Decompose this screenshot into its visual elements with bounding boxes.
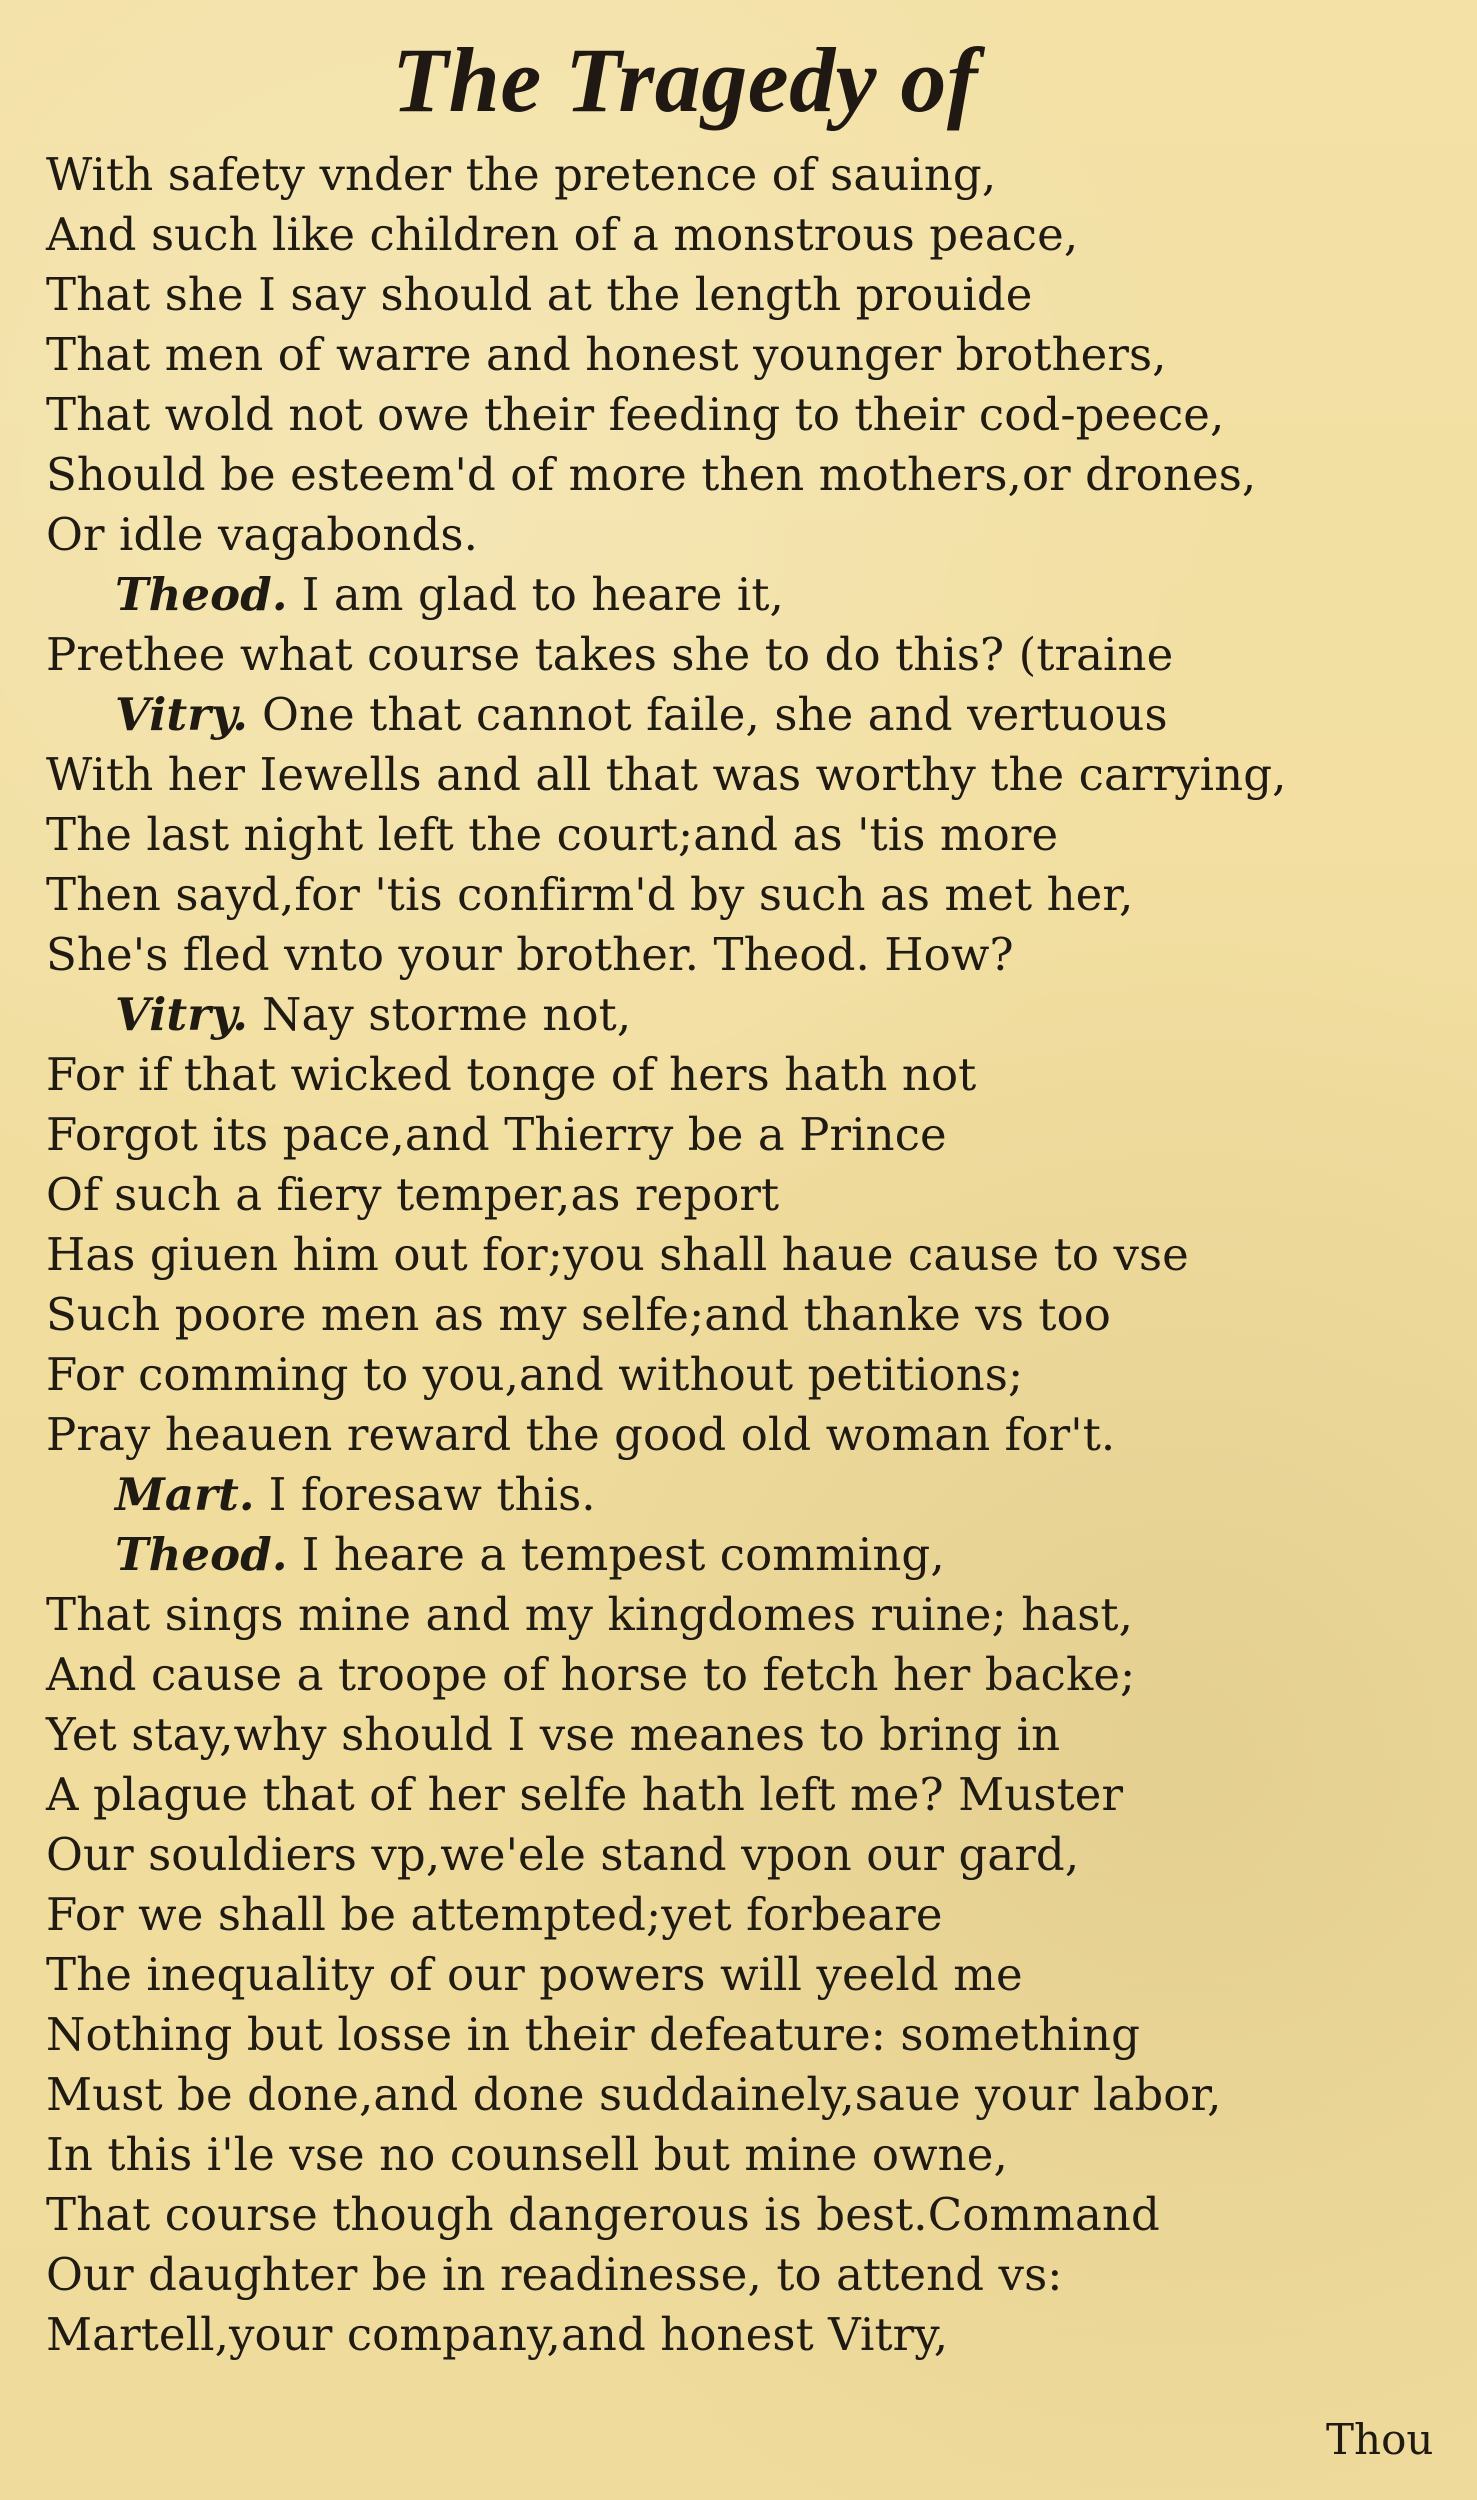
- text-line: [32, 2245, 1063, 2305]
- line-text: With safety vnder the pretence of sauing,: [46, 148, 997, 201]
- page-title: The Tragedy of: [391, 29, 979, 131]
- text-line: [32, 925, 1014, 985]
- text-line: [32, 205, 1078, 265]
- text-line: [32, 1105, 947, 1165]
- line-text: That sings mine and my kingdomes ruine; hast,: [46, 1588, 1133, 1641]
- text-line: [32, 865, 1133, 925]
- text-line: [32, 2185, 1160, 2245]
- text-line: [32, 1225, 1189, 1285]
- page-header: [391, 25, 979, 135]
- text-line: [32, 265, 1033, 325]
- line-text: Such poore men as my selfe;and thanke vs too: [46, 1288, 1111, 1341]
- line-text: That course though dangerous is best.Command: [46, 2188, 1160, 2241]
- speaker-name: Mart.: [115, 1468, 255, 1521]
- line-text: I foresaw this.: [268, 1468, 596, 1521]
- line-text: Of such a fiery temper,as report: [46, 1168, 780, 1221]
- text-line: [32, 145, 996, 205]
- text-line: [115, 1525, 945, 1585]
- text-line: [32, 1945, 1023, 2005]
- text-line: [32, 745, 1287, 805]
- speaker-name: Theod.: [115, 568, 288, 621]
- text-line: [32, 1165, 779, 1225]
- line-text: Our daughter be in readinesse, to attend vs:: [46, 2248, 1063, 2301]
- text-line: [32, 1345, 1023, 1405]
- line-text: That wold not owe their feeding to their cod-peece,: [46, 388, 1225, 441]
- text-line: [32, 1645, 1135, 1705]
- text-line: [32, 1045, 976, 1105]
- text-line: [32, 1285, 1111, 1345]
- line-text: Pray heauen reward the good old woman for't.: [46, 1408, 1116, 1461]
- line-text: I heare a tempest comming,: [301, 1528, 945, 1581]
- line-text: And such like children of a monstrous peace,: [46, 208, 1079, 261]
- line-text: Then sayd,for 'tis confirm'd by such as met her,: [46, 868, 1134, 921]
- line-text: Or idle vagabonds.: [46, 508, 479, 561]
- speaker-name: Vitry.: [115, 988, 248, 1041]
- text-line: [32, 2005, 1140, 2065]
- text-line: [32, 325, 1167, 385]
- text-line: [32, 1825, 1079, 1885]
- line-text: Nay storme not,: [261, 988, 632, 1041]
- text-line: [115, 565, 784, 625]
- line-text: Has giuen him out for;you shall haue cause to vse: [46, 1228, 1189, 1281]
- text-line: [115, 685, 1168, 745]
- text-line: [32, 625, 1173, 685]
- speaker-name: Vitry.: [115, 688, 248, 741]
- line-text: Should be esteem'd of more then mothers,or drones,: [46, 448, 1257, 501]
- line-text: For if that wicked tonge of hers hath not: [46, 1048, 977, 1101]
- line-text: Yet stay,why should I vse meanes to bring in: [46, 1708, 1061, 1761]
- line-text: The last night left the court;and as 'tis more: [46, 808, 1059, 861]
- line-text: One that cannot faile, she and vertuous: [261, 688, 1168, 741]
- text-line: [32, 2305, 948, 2365]
- text-line: [32, 1405, 1115, 1465]
- speaker-name: Theod.: [115, 1528, 288, 1581]
- text-line: [115, 1465, 596, 1525]
- text-line: [32, 505, 478, 565]
- line-text: Prethee what course takes she to do this? (traine: [46, 628, 1174, 681]
- line-text: For we shall be attempted;yet forbeare: [46, 1888, 943, 1941]
- text-line: [32, 805, 1058, 865]
- line-text: That men of warre and honest younger brothers,: [46, 328, 1167, 381]
- text-line: [32, 1765, 1123, 1825]
- text-line: [32, 1705, 1060, 1765]
- line-text: In this i'le vse no counsell but mine owne,: [46, 2128, 1008, 2181]
- line-text: She's fled vnto your brother. Theod. How?: [46, 928, 1014, 981]
- text-line: [115, 985, 631, 1045]
- line-text: Forgot its pace,and Thierry be a Prince: [46, 1108, 947, 1161]
- line-text: Our souldiers vp,we'ele stand vpon our gard,: [46, 1828, 1080, 1881]
- line-text: And cause a troope of horse to fetch her backe;: [46, 1648, 1136, 1701]
- text-line: [32, 1885, 943, 1945]
- text-line: [32, 2125, 1008, 2185]
- text-line: [32, 2065, 1222, 2125]
- catchword: Thou: [1326, 2415, 1434, 2464]
- line-text: For comming to you,and without petitions;: [46, 1348, 1024, 1401]
- text-line: [32, 385, 1224, 445]
- line-text: I am glad to heare it,: [301, 568, 784, 621]
- line-text: Martell,your company,and honest Vitry,: [46, 2308, 949, 2361]
- line-text: A plague that of her selfe hath left me? Muster: [46, 1768, 1124, 1821]
- text-line: [32, 445, 1256, 505]
- text-line: [32, 1585, 1133, 1645]
- line-text: Must be done,and done suddainely,saue your labor,: [46, 2068, 1222, 2121]
- line-text: The inequality of our powers will yeeld me: [46, 1948, 1023, 2001]
- line-text: With her Iewells and all that was worthy the carrying,: [46, 748, 1287, 801]
- line-text: That she I say should at the length prouide: [46, 268, 1033, 321]
- line-text: Nothing but losse in their defeature: something: [46, 2008, 1141, 2061]
